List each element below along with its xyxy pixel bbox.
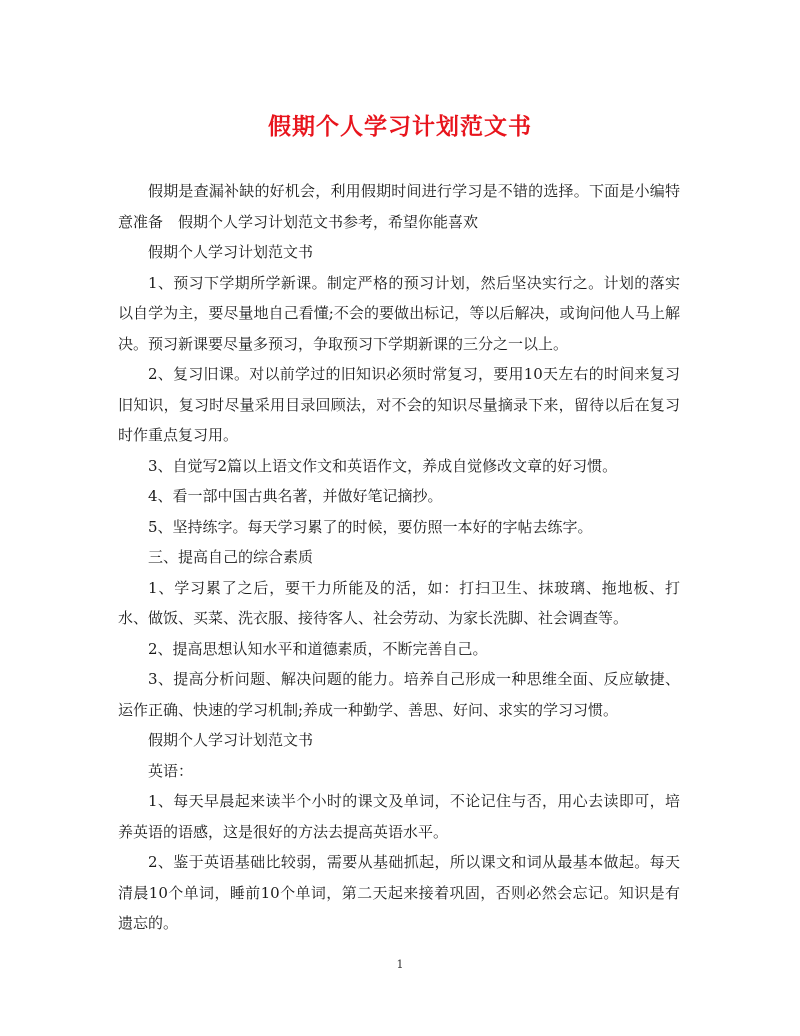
document-body <box>118 176 680 939</box>
paragraph-item: 2、复习旧课。对以前学过的旧知识必须时常复习，要用10天左右的时间来复习旧知识，复习时尽量采用目录回顾法，对不会的知识尽量摘录下来，留待以后在复习时作重点复习用。 <box>118 365 680 444</box>
paragraph-item: 1、预习下学期所学新课。制定严格的预习计划，然后坚决实行之。计划的落实以自学为主，要尽量地自己看懂;不会的要做出标记，等以后解决，或询问他人马上解决。预习新课要尽量多预习，争取预习下学期新课的三分之一以上。 <box>118 273 680 353</box>
paragraph-item: 1、学习累了之后，要干力所能及的活，如：打扫卫生、抹玻璃、拖地板、打水、做饭、买菜、洗衣服、接待客人、社会劳动、为家长洗脚、社会调查等。 <box>118 578 680 627</box>
paragraph-item: 3、提高分析问题、解决问题的能力。培养自己形成一种思维全面、反应敏捷、运作正确、快速的学习机制;养成一种勤学、善思、好问、求实的学习习惯。 <box>118 670 680 719</box>
paragraph-subtitle: 假期个人学习计划范文书 <box>148 731 314 749</box>
paragraph-item: 4、看一部中国古典名著，并做好笔记摘抄。 <box>148 487 443 505</box>
paragraph-item: 2、提高思想认知水平和道德素质，不断完善自己。 <box>148 639 488 658</box>
section-heading: 三、提高自己的综合素质 <box>148 548 314 566</box>
paragraph-item: 1、每天早晨起来读半个小时的课文及单词，不论记住与否，用心去读即可，培养英语的语感，这是很好的方法去提高英语水平。 <box>118 792 680 841</box>
document-title: 假期个人学习计划范文书 <box>268 114 532 140</box>
section-heading: 英语： <box>148 761 194 780</box>
paragraph-subtitle: 假期个人学习计划范文书 <box>148 243 314 261</box>
paragraph-item: 3、自觉写2篇以上语文作文和英语作文，养成自觉修改文章的好习惯。 <box>148 456 618 475</box>
paragraph-item: 2、鉴于英语基础比较弱，需要从基础抓起，所以课文和词从最基本做起。每天清晨10个单词，睡前10个单词，第二天起来接着巩固，否则必然会忘记。知识是有遗忘的。 <box>118 853 680 932</box>
paragraph-intro: 假期是查漏补缺的好机会，利用假期时间进行学习是不错的选择。下面是小编特意准备 假期个人学习计划范文书参考，希望你能喜欢 <box>118 182 680 231</box>
page-number: 1 <box>396 958 404 971</box>
paragraph-item: 5、坚持练字。每天学习累了的时候，要仿照一本好的字帖去练字。 <box>148 517 593 536</box>
